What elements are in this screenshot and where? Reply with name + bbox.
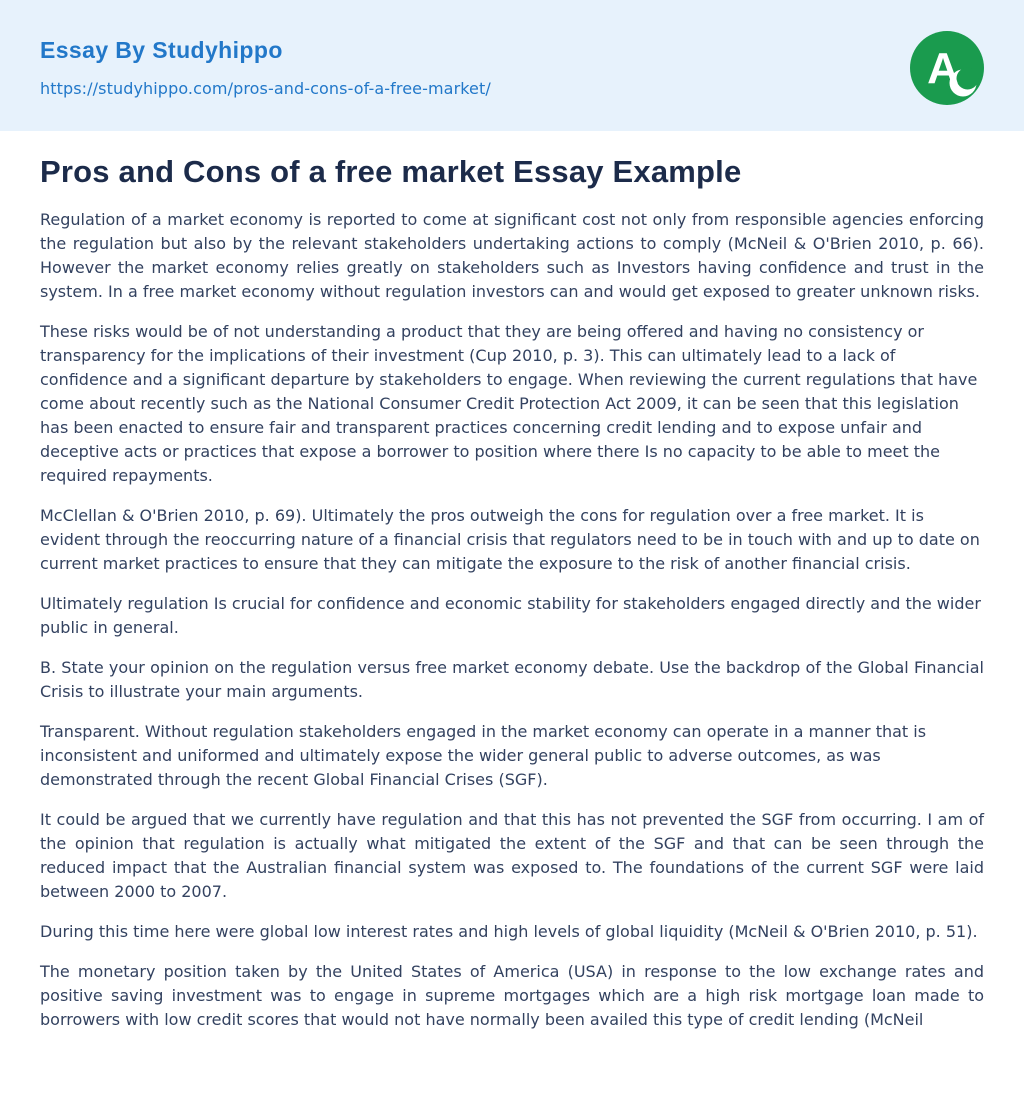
essay-paragraph-1: Regulation of a market economy is reported to come at significant cost not only from responsible agencies enforcing the regulation but also by the relevant stakeholders undertaking actions to comply (McNeil & O'Brien 2010, p. 66). However the market economy relies greatly on stakeholders such as Investors having confidence and trust in the system. In a free market economy without regulation investors can and would get exposed to greater unknown risks. — [40, 210, 984, 301]
site-header — [0, 0, 1024, 131]
essay-paragraph-2: These risks would be of not understanding a product that they are being offered and having no consistency or transparency for the implications of their investment (Cup 2010, p. 3). This can ultimately lead to a lack of confidence and a significant departure by stakeholders to engage. When reviewing the current regulations that have come about recently such as the National Consumer Credit Protection Act 2009, it can be seen that this legislation has been enacted to ensure fair and transparent practices concerning credit lending and to expose unfair and deceptive acts or practices that expose a borrower to position where there Is no capacity to be able to meet the required repayments. — [40, 322, 978, 485]
essay-paragraph-4: Ultimately regulation Is crucial for confidence and economic stability for stakeholders engaged directly and the wider public in general. — [40, 594, 981, 637]
essay-article — [0, 131, 1024, 1032]
site-title: Essay By Studyhippo — [40, 37, 283, 63]
essay-paragraph-9: The monetary position taken by the United States of America (USA) in response to the low exchange rates and positive saving investment was to engage in supreme mortgages which are a high risk mortgage loan made to borrowers with low credit scores that would not have normally been availed this type of credit lending (McNeil — [40, 962, 984, 1029]
studyhippo-logo-icon — [910, 31, 984, 105]
essay-paragraph-8: During this time here were global low interest rates and high levels of global liquidity (McNeil & O'Brien 2010, p. 51). — [40, 922, 978, 941]
essay-paragraph-3: McClellan & O'Brien 2010, p. 69). Ultimately the pros outweigh the cons for regulation over a free market. It is evident through the reoccurring nature of a financial crisis that regulators need to be in touch with and up to date on current market practices to ensure that they can mitigate the exposure to the risk of another financial crisis. — [40, 506, 980, 573]
essay-paragraph-7: It could be argued that we currently have regulation and that this has not prevented the SGF from occurring. I am of the opinion that regulation is actually what mitigated the extent of the SGF and that can be seen through the reduced impact that the Australian financial system was exposed to. The foundations of the current SGF were laid between 2000 to 2007. — [40, 810, 984, 901]
essay-paragraph-6: Transparent. Without regulation stakeholders engaged in the market economy can operate in a manner that is inconsistent and uniformed and ultimately expose the wider general public to adverse outcomes, as was demonstrated through the recent Global Financial Crises (SGF). — [40, 722, 927, 789]
essay-title: Pros and Cons of a free market Essay Example — [40, 154, 742, 189]
studyhippo-logo[interactable] — [910, 31, 984, 105]
header-text-block — [40, 37, 491, 98]
logo-letter: A — [927, 43, 959, 93]
essay-paragraph-5: B. State your opinion on the regulation versus free market economy debate. Use the backdrop of the Global Financial Crisis to illustrate your main arguments. — [40, 658, 984, 701]
article-url-link[interactable]: https://studyhippo.com/pros-and-cons-of-a-free-market/ — [40, 79, 491, 98]
